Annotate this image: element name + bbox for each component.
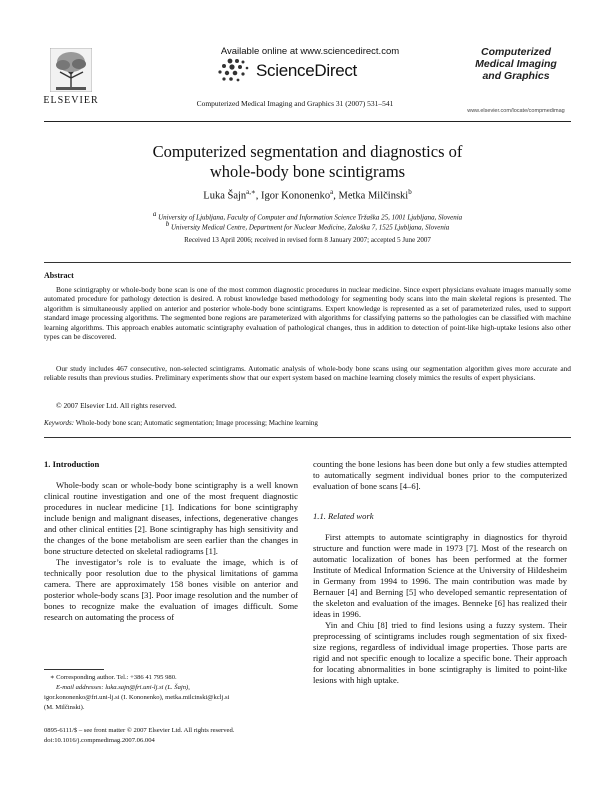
keywords xyxy=(44,419,318,427)
available-online-text: Available online at www.sciencedirect.com xyxy=(220,46,400,57)
paper-title xyxy=(44,142,571,182)
affiliation-mark: a xyxy=(152,210,157,218)
sciencedirect-brand: ScienceDirect xyxy=(256,61,357,80)
author-name: Luka Šajn xyxy=(203,190,247,202)
sciencedirect-logo-icon xyxy=(212,57,256,85)
abstract-copyright: © 2007 Elsevier Ltd. All rights reserved. xyxy=(56,401,177,410)
author-name: Igor Kononenko xyxy=(261,190,331,202)
keywords-label: Keywords: xyxy=(44,419,75,427)
journal-title-block xyxy=(460,46,572,108)
abstract-paragraph: Our study includes 467 consecutive, non-selected scintigrams. Automatic analysis of whole-body bone scans using our segmentation algorithm gives more accurate and reliable results than previous studies. Preliminary experiments show that our expert system based on machine learning closely mimics the results of expert physicians. xyxy=(44,364,571,383)
journal-title-line: and Graphics xyxy=(482,70,550,82)
right-column-continuation xyxy=(313,459,567,492)
footnote-email-line[interactable]: E-mail addresses: luka.sajn@fri.uni-lj.si (L. Šajn), xyxy=(56,684,190,691)
abstract-top-rule xyxy=(44,262,571,263)
abstract-bottom-rule xyxy=(44,437,571,438)
abstract-paragraph: Bone scintigraphy or whole-body bone scan is one of the most common diagnostic procedures in nuclear medicine. Since expert physicians evaluate images manually some automated procedure for pathology detection is desired. A robust knowledge based methodology for segmenting body scans into the main skeletal regions is presented. The algorithm is simultaneously applied on anterior and posterior whole-body bone scintigrams. Expert knowledge is represented as a set of parameterized rules, used to support standard image processing algorithms. The segmented bone regions are parameterized with algorithms for classifying patterns so the pathologies can be classified with machine learning algorithms. This approach enables automatic scintigraphy evaluation of pathological changes, thus in addition to detection of point-like high-uptake lesions also other types can be discovered. xyxy=(44,285,571,342)
abstract-heading: Abstract xyxy=(44,271,74,280)
journal-title-line: Computerized xyxy=(480,46,551,58)
journal-citation: Computerized Medical Imaging and Graphics 31 (2007) 531–541 xyxy=(196,99,394,108)
body-paragraph: Whole-body scan or whole-body bone scintigraphy is a well known clinical routine investigation and one of the most frequent diagnostic procedures in nuclear medicine [1]. Indications for bone scintigraphy include benign and malignant diseases, infections, degenerative changes and other clinical entities [2]. Bone scintigraphy has high sensitivity and the changes of the bone metabolism are seen earlier than the changes in bone structure detected on skeletal radiograms [1]. xyxy=(44,480,298,556)
footnote-rule xyxy=(44,669,104,670)
subsection-heading: 1.1. Related work xyxy=(313,511,374,521)
journal-title-line: Medical Imaging xyxy=(475,58,557,70)
author-name: Metka Milčinski xyxy=(338,190,409,202)
body-paragraph: counting the bone lesions has been done but only a few studies attempted to automatically segment individual bones prior to the computerized evaluation of bone scans [4–6]. xyxy=(313,459,567,491)
title-line: whole-body bone scintigrams xyxy=(209,162,406,181)
body-paragraph: First attempts to automate scintigraphy in diagnostics for thyroid structure and function were made in 1973 [7]. Most of the research on automatic localization of bones has been performed at the former Institute of Medical Information Science at the University of Hildesheim in Germany from 1994 to 1996. The main contribution was made by Bernauer [4] and Berning [5] who developed semantic representation of the skeleton and evaluation of the images. Benneke [6] has realized their ideas in 1996. xyxy=(313,532,567,619)
footnote-corresponding: ∗ Corresponding author. Tel.: +386 41 795 980. xyxy=(50,674,177,681)
received-dates: Received 13 April 2006; received in revised form 8 January 2007; accepted 5 June 2007 xyxy=(184,236,431,244)
publisher-name: ELSEVIER xyxy=(43,95,99,106)
affiliation-mark: b xyxy=(165,220,170,228)
front-matter-notice: 0895-6111/$ – see front matter © 2007 Elsevier Ltd. All rights reserved. xyxy=(44,727,235,734)
title-line: Computerized segmentation and diagnostics of xyxy=(152,142,463,161)
footnote-email-line[interactable]: igor.kononenko@fri.uni-lj.si (I. Kononenko), metka.milcinski@kclj.si xyxy=(44,694,230,701)
journal-url[interactable]: www.elsevier.com/locate/compmedimag xyxy=(467,108,565,114)
footnote-email-line: (M. Milčinski). xyxy=(44,704,85,711)
keywords-list: Whole-body bone scan; Automatic segmentation; Image processing; Machine learning xyxy=(75,419,318,427)
doi-link[interactable]: doi:10.1016/j.compmedimag.2007.06.004 xyxy=(44,737,155,744)
affiliation-text: University of Ljubljana, Faculty of Computer and Information Science Tržaška 25, 1001 Ljubljana, Slovenia xyxy=(158,213,463,222)
body-paragraph: The investigator’s role is to evaluate the image, which is of technically poor resolution due to the physical limitations of gamma camera. There are approximately 158 bones visible on anterior and posterior whole-body scans [3]. Poor image resolution and the number of bones to recognize make the evaluation of images difficult. Some research on automating the process of xyxy=(44,557,298,622)
right-column xyxy=(313,532,567,686)
left-column xyxy=(44,480,298,623)
header-divider xyxy=(44,121,571,122)
author-affil-mark: a xyxy=(330,188,334,196)
section-heading: 1. Introduction xyxy=(44,459,100,469)
author-affil-mark: b xyxy=(408,188,412,196)
author-affil-mark: a,∗ xyxy=(246,188,256,196)
author-list: Luka Šajn$^{a,∗}$, Igor Kononenko$^a$, Metka Milčinski$^b$ xyxy=(203,188,412,202)
affiliation xyxy=(44,220,571,231)
elsevier-tree-icon xyxy=(50,48,92,92)
affiliation-text: University Medical Centre, Department for Nuclear Medicine, Zaloška 7, 1525 Ljubljana, Slovenia xyxy=(170,223,450,232)
body-paragraph: Yin and Chiu [8] tried to find lesions using a fuzzy system. Their preprocessing of scintigrams includes rough segmentation of six fixed-size regions, regardless of individual image properties. Those parts are rigid and not specific enough to localize a specific bone. Their approach for locating abnormalities in bone scintigraphy is limited to point-like lesions with high uptake. xyxy=(313,620,567,685)
